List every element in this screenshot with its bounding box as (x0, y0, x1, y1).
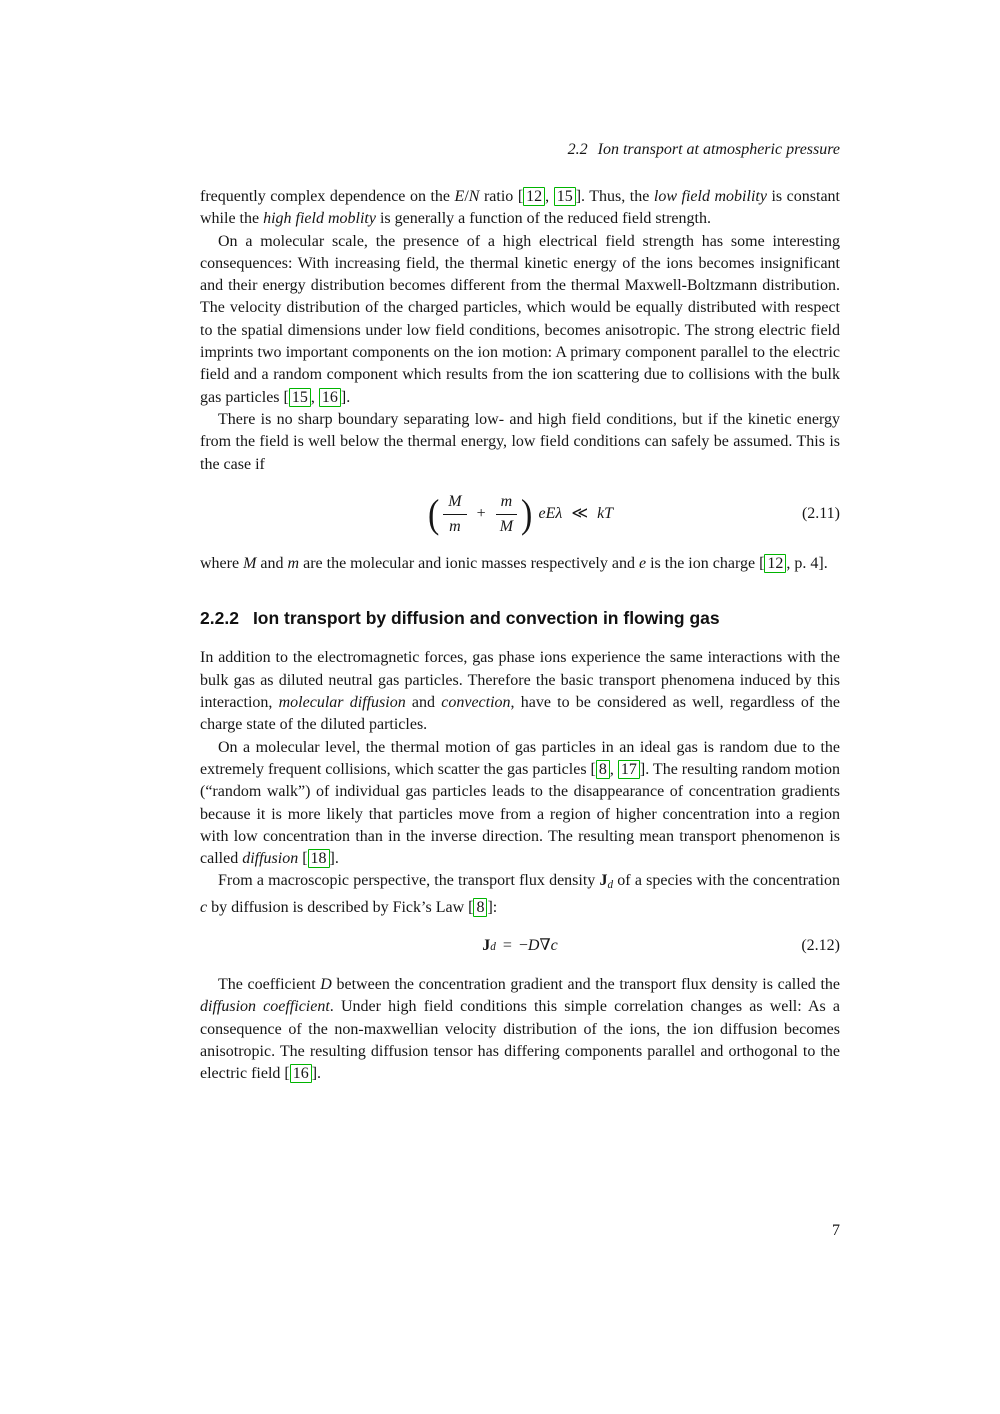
diffusion-coefficient-symbol: D (527, 936, 540, 954)
text-run: and (405, 694, 442, 712)
equation-body (427, 492, 613, 537)
text-run: From a macroscopic perspective, the transport flux density (218, 872, 600, 890)
concentration-symbol: c (550, 936, 558, 954)
citation: [ 8 ] (468, 898, 493, 916)
citation-link[interactable]: 8 (473, 898, 487, 917)
much-less-than-operator: ≪ (571, 505, 589, 523)
text-run: diffusion coefficient (200, 998, 330, 1016)
paragraph (200, 409, 840, 476)
equation-number: (2.11) (801, 505, 840, 523)
text-run: frequently complex dependence on the (200, 188, 455, 205)
text-run: m (287, 554, 300, 572)
plus-operator: + (476, 505, 486, 523)
citation: [ 16 ] (284, 1065, 318, 1083)
right-paren: ) (521, 491, 533, 537)
text-run: is generally a function of the reduced field strength. (375, 210, 711, 228)
paragraph (200, 186, 840, 231)
text-run: . (317, 1065, 322, 1083)
citation-link[interactable]: 18 (308, 849, 330, 868)
text-run: e (638, 554, 647, 572)
header-section-title: Ion transport at atmospheric pressure (597, 141, 840, 158)
text-run: convection (441, 694, 511, 712)
text-run: . (346, 388, 351, 406)
subsection-heading (200, 607, 840, 629)
left-paren: ( (427, 491, 440, 537)
nabla-operator: ∇ (539, 936, 551, 954)
text-run: where (200, 554, 244, 572)
fraction-numerator: m (496, 492, 518, 515)
fraction (496, 492, 518, 537)
text-run: In addition to the electromagnetic forces, gas phase ions experience the same interactions with the bulk gas as diluted neutral gas particles. Therefore the basic transport phenomena induced by this interaction, (200, 649, 840, 712)
paragraph (200, 870, 840, 918)
citation: [ 12 , 15 ] (517, 188, 582, 205)
citation-link[interactable]: 8 (596, 760, 610, 779)
text-run: and (256, 554, 288, 572)
text-run: On a molecular scale, the presence of a high electrical field strength has some interesting consequences: With increasing field, the thermal kinetic energy of the ions becomes insignificant and their energy distribution becomes different from the thermal Maxwell-Boltzmann distribution. The velocity distribution of the charged particles, which would be equally distributed with respect to the spatial dimensions under low field conditions, becomes anisotropic. The strong electric field imprints two important components on the ion motion: A primary component parallel to the electric field and a random component which results from the ion scattering due to collisions with the bulk gas particles (200, 232, 840, 406)
text-run: On a molecular level, the thermal motion of gas particles in an ideal gas is random due to the extremely frequent collisions, which scatter the gas particles (200, 738, 840, 778)
citation-link[interactable]: 16 (290, 1064, 312, 1083)
text-run: molecular diffusion (278, 694, 406, 712)
paragraph (200, 231, 840, 409)
text-run: : (492, 898, 498, 916)
equals-operator: = (502, 936, 512, 954)
text-run: . Under high field conditions this simple correlation changes as well: As a consequence of the non-maxwellian velocity distribution of the ions, the ion diffusion becomes anisotropic. The resulting diffusion tensor has differing components parallel and orthogonal to the electric field (200, 998, 841, 1083)
subsection-number: 2.2.2 (200, 608, 239, 629)
paragraph (200, 647, 840, 736)
text-run: is the ion charge (646, 554, 760, 572)
fraction-denominator: m (449, 517, 461, 535)
running-header (200, 140, 840, 160)
text-run: , have to be considered as well, regardless of the charge state of the diluted particles. (200, 694, 841, 734)
text-run: / (464, 188, 469, 205)
text-run: c (200, 898, 208, 916)
header-section-number: 2.2 (567, 141, 588, 158)
citation: [ 18 ] (302, 850, 335, 868)
text-run: . (823, 554, 828, 572)
text-run: N (468, 188, 480, 205)
subsection-title: Ion transport by diffusion and convection in flowing gas (252, 608, 720, 629)
text-run: . The resulting random motion (“random walk”) of individual gas particles leads to the disappearance of concentration gradients because it is more likely that particles move from a region of higher concentration into a region with low concentration than in the inverse direction. The resulting mean transport phenomenon is called (200, 760, 841, 868)
citation-link[interactable]: 15 (554, 187, 576, 206)
equation-2-12 (200, 935, 840, 958)
fraction-denominator: M (499, 517, 514, 535)
text-run: D (320, 976, 332, 994)
citation: [ 8 , 17 ] (590, 760, 646, 778)
text-run: . (334, 850, 339, 868)
equation-number: (2.12) (801, 937, 840, 955)
paragraph (200, 737, 840, 871)
text-run: d (607, 879, 614, 892)
citation: [ 15 , 16 ] (283, 388, 347, 406)
citation-link[interactable]: 16 (319, 388, 341, 407)
equation-body (482, 935, 558, 958)
text-run: between the concentration gradient and the transport flux density is called the (331, 976, 840, 994)
text-run: is constant while the (200, 188, 841, 228)
fraction-numerator: M (443, 492, 466, 515)
fraction (443, 492, 466, 537)
citation-link[interactable]: 17 (618, 760, 640, 779)
equation-term: kT (597, 505, 614, 523)
text-run: high field moblity (263, 210, 376, 228)
text-run: by diffusion is described by Fick’s Law (207, 898, 469, 916)
text-run: M (243, 554, 257, 572)
text-run: There is no sharp boundary separating low- and high field conditions, but if the kinetic energy from the field is well below the thermal energy, low field conditions can safely be assumed. This is the case if (200, 410, 840, 473)
citation: [ 12 , p. 4] (759, 554, 824, 572)
text-run: are the molecular and ionic masses respectively and (299, 554, 639, 572)
flux-density-symbol: J (482, 936, 491, 954)
text-run: diffusion (242, 850, 299, 868)
subscript: d (490, 940, 496, 953)
citation-link[interactable]: 12 (523, 187, 545, 206)
equation-2-11 (200, 492, 840, 537)
text-run: of a species with the concentration (613, 872, 840, 890)
page-body (200, 186, 840, 1086)
page-number: 7 (832, 1222, 840, 1239)
text-run: E (454, 188, 465, 205)
citation-link[interactable]: 15 (289, 388, 311, 407)
paragraph (200, 553, 840, 575)
text-run: . Thus, the (581, 188, 654, 205)
paragraph (200, 974, 840, 1085)
minus-sign: − (518, 936, 528, 954)
text-run: low field mobility (653, 188, 767, 205)
text-run: ratio (479, 188, 518, 205)
text-run: The coefficient (218, 976, 321, 994)
equation-term: eEλ (538, 505, 563, 523)
citation-link[interactable]: 12 (764, 554, 786, 573)
text-run: J (599, 872, 608, 890)
